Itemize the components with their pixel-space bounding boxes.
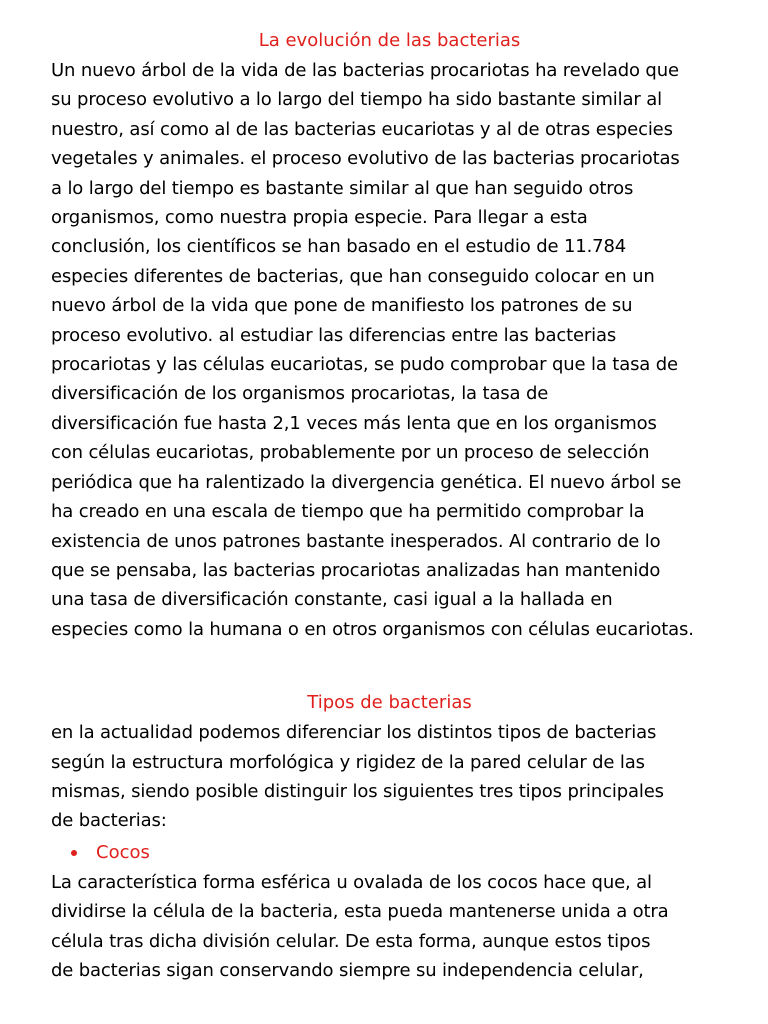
paragraph-tipos-intro xyxy=(51,718,728,836)
text-line: Un nuevo árbol de la vida de las bacterias procariotas ha revelado que xyxy=(51,60,679,81)
text-line: con células eucariotas, probablemente por un proceso de selección xyxy=(51,442,650,464)
text-line: organismos, como nuestra propia especie. Para llegar a esta xyxy=(51,207,588,229)
text-line: proceso evolutivo. al estudiar las diferencias entre las bacterias xyxy=(51,324,617,346)
text-line: La característica forma esférica u ovalada de los cocos hace que, al xyxy=(51,871,652,893)
text-line: mismas, siendo posible distinguir los siguientes tres tipos principales xyxy=(51,780,664,802)
text-line: célula tras dicha división celular. De esta forma, aunque estos tipos xyxy=(51,930,651,952)
text-line: en la actualidad podemos diferenciar los distintos tipos de bacterias xyxy=(51,722,657,744)
text-line: especies como la humana o en otros organismos con células eucariotas. xyxy=(51,618,694,640)
text-line: dividirse la célula de la bacteria, esta pueda mantenerse unida a otra xyxy=(51,901,669,923)
text-line: conclusión, los científicos se han basado en el estudio de 11.784 xyxy=(51,236,627,258)
text-line: que se pensaba, las bacterias procariotas analizadas han mantenido xyxy=(51,559,661,581)
text-line: ha creado en una escala de tiempo que ha permitido comprobar la xyxy=(51,501,645,523)
text-line: procariotas y las células eucariotas, se pudo comprobar que la tasa de xyxy=(51,354,678,376)
list-item-cocos xyxy=(71,838,728,868)
text-line: vegetales y animales. el proceso evolutivo de las bacterias procariotas xyxy=(51,148,680,170)
text-line: una tasa de diversificación constante, casi igual a la hallada en xyxy=(51,589,613,611)
section-title-tipos: Tipos de bacterias xyxy=(307,692,472,714)
paragraph-evolucion xyxy=(51,56,728,644)
text-line: diversificación fue hasta 2,1 veces más lenta que en los organismos xyxy=(51,412,657,434)
bullet-dot-icon xyxy=(71,850,77,856)
section-spacer xyxy=(51,644,728,688)
text-line: nuestro, así como al de las bacterias eucariotas y al de otras especies xyxy=(51,118,673,140)
text-line: a lo largo del tiempo es bastante similar al que han seguido otros xyxy=(51,177,634,199)
section-title-evolucion: La evolución de las bacterias xyxy=(258,30,521,51)
text-line: de bacterias sigan conservando siempre su independencia celular, xyxy=(51,959,644,981)
text-line: existencia de unos patrones bastante inesperados. Al contrario de lo xyxy=(51,530,661,552)
text-line: según la estructura morfológica y rigidez de la pared celular de las xyxy=(51,751,645,773)
text-line: diversificación de los organismos procariotas, la tasa de xyxy=(51,383,549,405)
text-line: nuevo árbol de la vida que pone de manifiesto los patrones de su xyxy=(51,295,633,317)
text-line: su proceso evolutivo a lo largo del tiempo ha sido bastante similar al xyxy=(51,89,662,111)
paragraph-cocos xyxy=(51,868,728,986)
text-line: especies diferentes de bacterias, que han conseguido colocar en un xyxy=(51,265,655,287)
text-line: de bacterias: xyxy=(51,810,167,832)
list-item-label: Cocos xyxy=(96,841,150,863)
bacteria-types-list xyxy=(51,838,728,868)
text-line: periódica que ha ralentizado la divergencia genética. El nuevo árbol se xyxy=(51,471,682,493)
